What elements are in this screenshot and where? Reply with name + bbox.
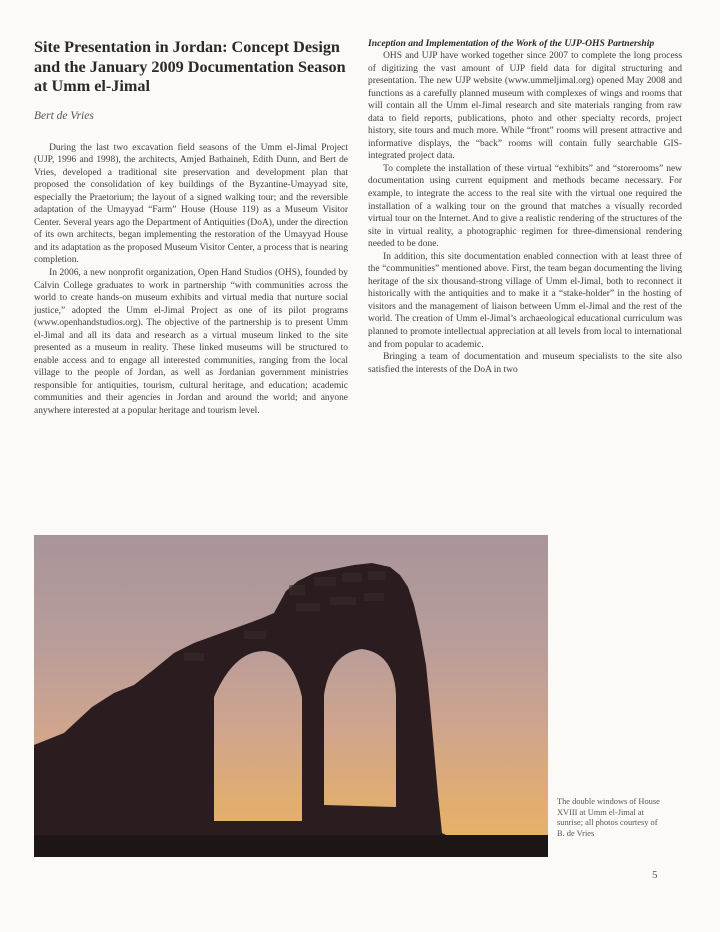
left-column: [34, 38, 348, 418]
author-byline: Bert de Vries: [34, 109, 94, 122]
body-paragraph: Bringing a team of documentation and museum specialists to the site also satisfied the interests of the DoA in two: [368, 352, 682, 375]
body-paragraph: To complete the installation of these virtual “exhibits” and “storerooms” new documentation using current equipment and methods became necessary. For example, to integrate the access to the real site with the virtual one required the installation of a walking tour on the ground that matches a visually recorded virtual tour on the Internet. And to give a realistic rendering of the structures of the site in virtual reality, a photographic regimen for three-dimensional rendering needed to be done.: [368, 163, 682, 250]
right-column: [368, 38, 682, 376]
ruins-photo: [34, 535, 548, 857]
figure-caption: The double windows of House XVIII at Umm el-Jimal at sunrise; all photos courtesy of B. de Vries: [557, 797, 660, 838]
section-heading: Inception and Implementation of the Work of the UJP-OHS Partnership: [368, 38, 655, 49]
body-paragraph: During the last two excavation field seasons of the Umm el-Jimal Project (UJP, 1996 and 1998), the architects, Amjed Bathaineh, Edith Dunn, and Bert de Vries, developed a traditional site preservation and development plan that proposed the consolidation of key buildings of the Byzantine-Umayyad site, especially the Praetorium; the layout of a signed walking tour; and the reversible adaptation of the Umayyad “Farm” House (House 119) as a Museum Visitor Center. Several years ago the Department of Antiquities (DoA), under the direction of its own architects, began implementing the restoration of the Umayyad House and its adaptation as the proposed Museum Visitor Center, a process that is nearing completion.: [34, 142, 348, 266]
body-paragraph: In 2006, a new nonprofit organization, Open Hand Studios (OHS), founded by Calvin College graduates to work in partnership “with communities across the world to create hands-on museum exhibits and virtual media that nurture social justice,” adopted the Umm el-Jimal Project as one of its pilot programs (www.openhandstudios.org). The objective of the partnership is to present Umm el-Jimal and all its data and research as a virtual museum linked to the site presented as a museum in reality. These linked museums will be structured to enable access and to engage all interested communities, ranging from the local village to the people of Jordan, as well as Jordanian government ministries responsible for antiquities, tourism, cultural heritage, and education; academic communities and their agencies in Jordan and around the world; and anyone anywhere interested at a popular heritage and tourism level.: [34, 267, 348, 416]
page-number: 5: [652, 869, 658, 881]
body-paragraph: OHS and UJP have worked together since 2007 to complete the long process of digitizing the vast amount of UJP field data for digital structuring and presentation. The new UJP website (www.ummeljimal.org) opened May 2008 and functions as a carefully planned museum with complexes of wings and rooms that will contain all the Umm el-Jimal research and site materials ranging from raw data to field reports, publications, photo and other specialty records, project history, site tours and much more. While “front” rooms will present attractive and informative displays, the “back” rooms will contain fully searchable GIS-integrated project data.: [368, 51, 682, 162]
body-paragraph: In addition, this site documentation enabled connection with at least three of the “communities” mentioned above. First, the team began documenting the living heritage of the six thousand-strong village of Umm el-Jimal, both to reconnect it historically with the antiquities and to make it a “stake-holder” in the hosting of visitors and the management of liaison between Umm el-Jimal and the rest of the world. The creation of Umm el-Jimal’s archaeological educational curriculum was planned to promote intellectual appreciation at all levels from local to international and from popular to academic.: [368, 251, 682, 350]
article-title: Site Presentation in Jordan: Concept Design and the January 2009 Documentation Season at Umm el-Jimal: [34, 38, 346, 95]
